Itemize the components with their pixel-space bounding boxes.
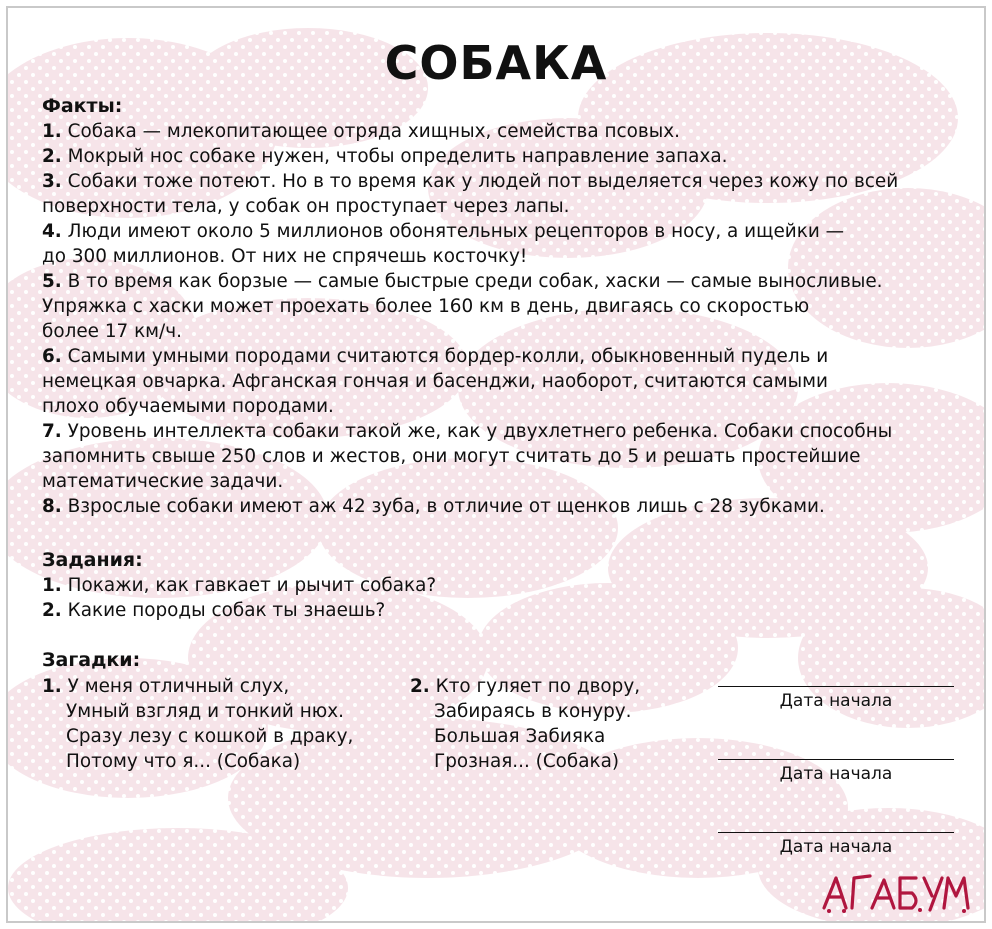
fact-continuation [42, 469, 972, 494]
fact-item [42, 419, 972, 444]
fact-text: В то время как борзые — самые быстрые среди собак, хаски — самые выносливые. [67, 271, 883, 292]
fact-text: Уровень интеллекта собаки такой же, как у двухлетнего ребенка. Собаки способны [67, 421, 893, 442]
tasks-heading: Задания: [42, 549, 143, 571]
riddle-line: Забираясь в конуру. [434, 701, 632, 722]
fact-text: Упряжка с хаски может проехать более 160 км в день, двигаясь со скоростью [42, 296, 810, 317]
date-label: Дата начала [779, 837, 893, 857]
fact-continuation [42, 319, 972, 344]
facts-list [42, 119, 972, 519]
fact-item [42, 119, 972, 144]
task-item: 1. Покажи, как гавкает и рычит собака? [42, 575, 437, 596]
fact-item [42, 169, 972, 194]
riddle-line: У меня отличный слух, [67, 676, 290, 697]
tasks-section [42, 548, 972, 623]
fact-number: 4. [42, 221, 62, 242]
fact-text: плохо обучаемыми породами. [42, 396, 334, 417]
fact-text: Люди имеют около 5 миллионов обонятельных рецепторов в носу, а ищейки — [67, 221, 845, 242]
facts-heading: Факты: [42, 95, 123, 117]
riddle-number: 1. [42, 676, 62, 697]
fact-text: немецкая овчарка. Афганская гончая и басенджи, наоборот, считаются самыми [42, 371, 828, 392]
riddle-line: Умный взгляд и тонкий нюх. [66, 701, 344, 722]
riddle-number: 2. [410, 676, 430, 697]
fact-text: математические задачи. [42, 471, 284, 492]
fact-item [42, 494, 972, 519]
riddle-line: Сразу лезу с кошкой в драку, [66, 726, 354, 747]
fact-continuation [42, 294, 972, 319]
fact-text: Собака — млекопитающее отряда хищных, семейства псовых. [67, 121, 680, 142]
fact-number: 1. [42, 121, 62, 142]
fact-item [42, 219, 972, 244]
fact-continuation [42, 394, 972, 419]
riddle-line: Кто гуляет по двору, [435, 676, 641, 697]
fact-text: Самыми умными породами считаются бордер-колли, обыкновенный пудель и [67, 346, 829, 367]
fact-number: 5. [42, 271, 62, 292]
fact-item [42, 344, 972, 369]
riddle-1 [42, 674, 353, 774]
fact-text: Взрослые собаки имеют аж 42 зуба, в отличие от щенков лишь с 28 зубками. [67, 496, 825, 517]
fact-number: 2. [42, 146, 62, 167]
fact-continuation [42, 194, 972, 219]
riddle-line: Большая Забияка [434, 726, 606, 747]
riddle-2 [410, 674, 640, 774]
date-line [718, 759, 954, 760]
fact-number: 7. [42, 421, 62, 442]
date-label: Дата начала [779, 691, 893, 711]
date-field-3[interactable] [718, 832, 954, 857]
fact-item [42, 144, 972, 169]
riddle-line: Грозная... (Собака) [434, 751, 620, 772]
worksheet-card [6, 6, 986, 923]
date-line [718, 686, 954, 687]
task-item: 2. Какие породы собак ты знаешь? [42, 600, 386, 621]
fact-text: Собаки тоже потеют. Но в то время как у людей пот выделяется через кожу по всей [67, 171, 899, 192]
fact-text: поверхности тела, у собак он проступает через лапы. [42, 196, 570, 217]
facts-section [42, 94, 972, 519]
fact-item [42, 269, 972, 294]
fact-continuation [42, 244, 972, 269]
agabum-logo [820, 870, 970, 914]
date-label: Дата начала [779, 764, 893, 784]
fact-continuation [42, 444, 972, 469]
riddle-line: Потому что я... (Собака) [66, 751, 301, 772]
fact-number: 8. [42, 496, 62, 517]
fact-text: запомнить свыше 250 слов и жестов, они могут считать до 5 и решать простейшие [42, 446, 861, 467]
fact-number: 3. [42, 171, 62, 192]
riddles-section [42, 648, 972, 673]
fact-text: Мокрый нос собаке нужен, чтобы определить направление запаха. [67, 146, 728, 167]
date-line [718, 832, 954, 833]
date-field-2[interactable] [718, 759, 954, 784]
date-field-1[interactable] [718, 686, 954, 711]
fact-text: более 17 км/ч. [42, 321, 182, 342]
page-title: СОБАКА [384, 36, 608, 90]
riddles-heading: Загадки: [42, 649, 141, 671]
fact-text: до 300 миллионов. От них не спрячешь косточку! [42, 246, 528, 267]
fact-continuation [42, 369, 972, 394]
fact-number: 6. [42, 346, 62, 367]
